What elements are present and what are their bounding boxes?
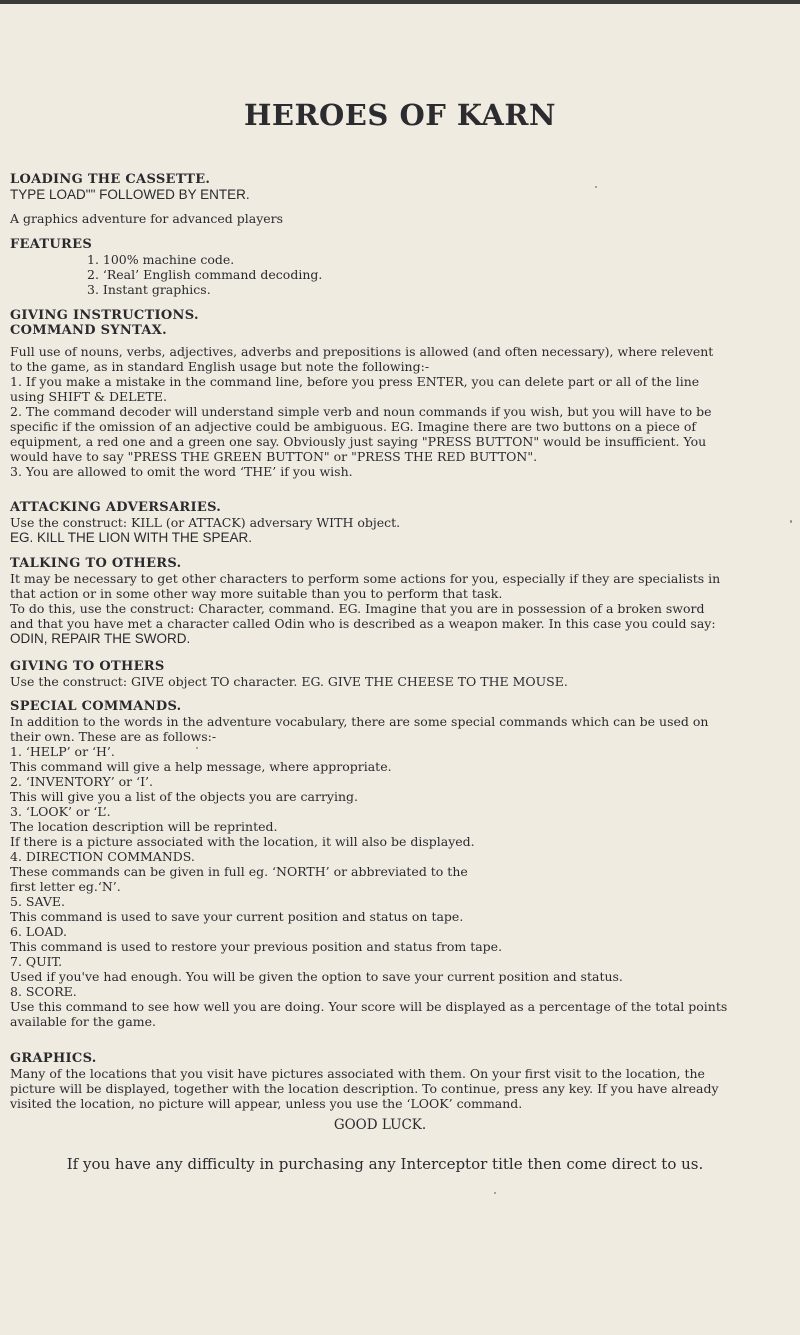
body-line: visited the location, no picture will appear, unless you use the ‘LOOK’ command. — [10, 1096, 523, 1111]
loading-instruction: TYPE LOAD"" FOLLOWED BY ENTER. — [10, 187, 250, 202]
graphics-section — [10, 1051, 740, 1111]
loading-heading: LOADING THE CASSETTE. — [10, 172, 211, 187]
body-line: Many of the locations that you visit have pictures associated with them. On your first visit to the location, the — [10, 1066, 705, 1081]
command-name: 3. ‘LOOK’ or ‘L’. — [10, 804, 111, 819]
body-line: using SHIFT & DELETE. — [10, 389, 167, 404]
paper-speck — [595, 186, 597, 188]
feature-item: 3. Instant graphics. — [87, 282, 211, 297]
body-line: Full use of nouns, verbs, adjectives, adverbs and prepositions is allowed (and often necessary), where relevent — [10, 344, 714, 359]
instructions-section — [10, 308, 740, 479]
command-name: 8. SCORE. — [10, 984, 77, 999]
command-name: 2. ‘INVENTORY’ or ‘I’. — [10, 774, 153, 789]
body-line: This command is used to save your current position and status on tape. — [10, 909, 464, 924]
tagline-section — [10, 211, 740, 226]
giving-heading: GIVING TO OTHERS — [10, 659, 165, 674]
body-line: This will give you a list of the objects you are carrying. — [10, 789, 358, 804]
giving-section — [10, 659, 740, 689]
feature-item: 2. ‘Real’ English command decoding. — [87, 267, 323, 282]
features-heading: FEATURES — [10, 237, 93, 252]
body-line: This command is used to restore your previous position and status from tape. — [10, 939, 503, 954]
body-line: Use the construct: GIVE object TO character. EG. GIVE THE CHEESE TO THE MOUSE. — [10, 674, 568, 689]
body-line: Use the construct: KILL (or ATTACK) adversary WITH object. — [10, 515, 401, 530]
body-line: It may be necessary to get other characters to perform some actions for you, especially if they are specialists in — [10, 571, 721, 586]
body-line: specific if the omission of an adjective could be ambiguous. EG. Imagine there are two buttons on a piece of — [10, 419, 696, 434]
good-luck-section — [0, 1118, 760, 1133]
body-line: their own. These are as follows:- — [10, 729, 217, 744]
body-line: To do this, use the construct: Character, command. EG. Imagine that you are in possession of a broken sword — [10, 601, 705, 616]
instructions-heading: GIVING INSTRUCTIONS. — [10, 308, 199, 323]
body-line: 2. The command decoder will understand simple verb and noun commands if you wish, but you will have to be — [10, 404, 712, 419]
body-line: that action or in some other way more suitable than you to perform that task. — [10, 586, 503, 601]
paper-speck — [196, 747, 198, 749]
paper-speck — [494, 1192, 496, 1194]
body-line: These commands can be given in full eg. ‘NORTH’ or abbreviated to the — [10, 864, 468, 879]
tagline: A graphics adventure for advanced players — [10, 211, 284, 226]
good-luck: GOOD LUCK. — [333, 1117, 427, 1133]
body-line: This command will give a help message, where appropriate. — [10, 759, 392, 774]
body-line: would have to say "PRESS THE GREEN BUTTON" or "PRESS THE RED BUTTON". — [10, 449, 538, 464]
body-line: The location description will be reprinted. — [10, 819, 278, 834]
body-line: 1. If you make a mistake in the command line, before you press ENTER, you can delete part or all of the line — [10, 374, 700, 389]
command-name: 7. QUIT. — [10, 954, 63, 969]
body-line: If there is a picture associated with the location, it will also be displayed. — [10, 834, 475, 849]
body-line: available for the game. — [10, 1014, 157, 1029]
command-name: 1. ‘HELP’ or ‘H’. — [10, 744, 115, 759]
body-line: EG. KILL THE LION WITH THE SPEAR. — [10, 530, 253, 545]
body-line: equipment, a red one and a green one say. Obviously just saying "PRESS BUTTON" would be insufficient. You — [10, 434, 707, 449]
features-section — [10, 237, 740, 297]
special-heading: SPECIAL COMMANDS. — [10, 699, 182, 714]
command-name: 6. LOAD. — [10, 924, 68, 939]
body-line: Used if you've had enough. You will be given the option to save your current position and status. — [10, 969, 623, 984]
body-line: to the game, as in standard English usage but note the following:- — [10, 359, 430, 374]
page-title: HEROES OF KARN — [243, 98, 557, 132]
paper-speck — [790, 520, 792, 523]
command-name: 5. SAVE. — [10, 894, 65, 909]
body-line: In addition to the words in the adventure vocabulary, there are some special commands which can be used on — [10, 714, 709, 729]
footer-note: If you have any difficulty in purchasing any Interceptor title then come direct to us. — [66, 1155, 704, 1173]
talking-heading: TALKING TO OTHERS. — [10, 556, 182, 571]
talking-section — [10, 556, 740, 646]
body-line: picture will be displayed, together with the location description. To continue, press any key. If you have already — [10, 1081, 719, 1096]
feature-item: 1. 100% machine code. — [87, 252, 235, 267]
body-line: first letter eg.‘N’. — [10, 879, 121, 894]
graphics-heading: GRAPHICS. — [10, 1051, 97, 1066]
command-name: 4. DIRECTION COMMANDS. — [10, 849, 195, 864]
body-line: 3. You are allowed to omit the word ‘THE’ if you wish. — [10, 464, 353, 479]
body-line: Use this command to see how well you are doing. Your score will be displayed as a percentage of the total points — [10, 999, 728, 1014]
syntax-heading: COMMAND SYNTAX. — [10, 323, 167, 338]
body-line: and that you have met a character called Odin who is described as a weapon maker. In this case you could say: — [10, 616, 716, 631]
loading-section — [10, 172, 740, 202]
body-line: ODIN, REPAIR THE SWORD. — [10, 631, 191, 646]
special-commands-section — [10, 699, 740, 1029]
attacking-heading: ATTACKING ADVERSARIES. — [10, 500, 222, 515]
attacking-section — [10, 500, 740, 545]
